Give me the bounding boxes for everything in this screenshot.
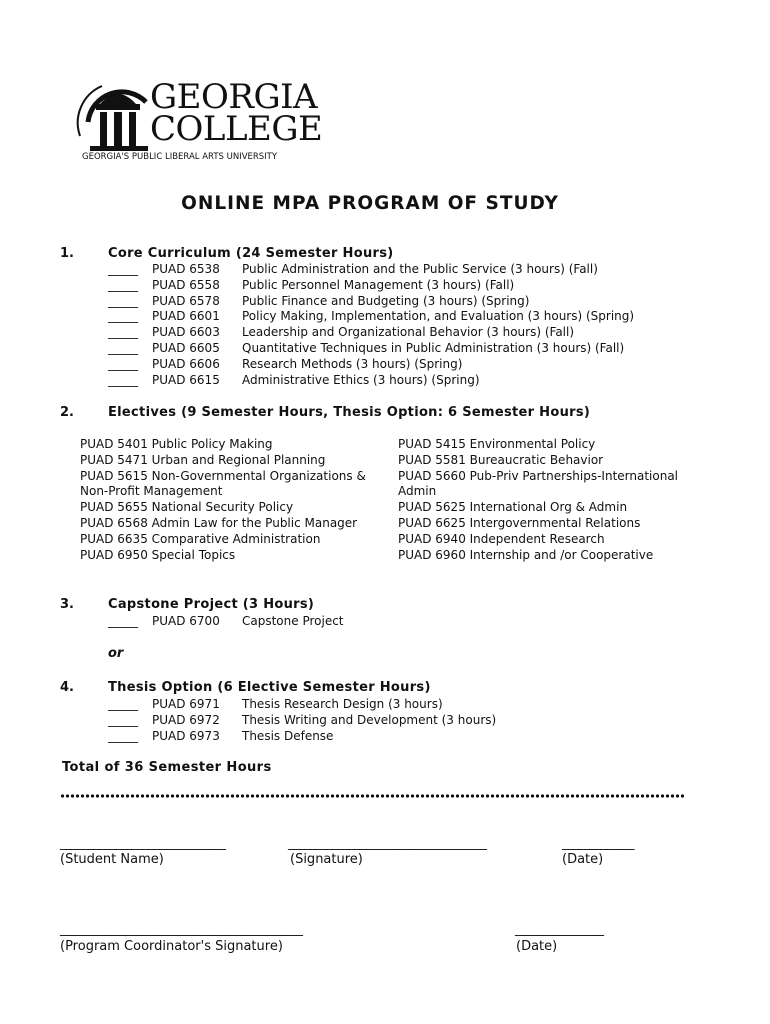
course-row (108, 309, 634, 325)
electives-section-title: Electives (9 Semester Hours, Thesis Option: 6 Semester Hours) (108, 405, 591, 420)
course-row (108, 729, 496, 745)
course-row (108, 614, 344, 628)
student-date-field[interactable]: _____________ (562, 836, 634, 851)
course-desc: Administrative Ethics (3 hours) (Spring) (242, 372, 480, 387)
course-blank[interactable]: _____ (108, 262, 138, 276)
elective-item: Admin (398, 484, 437, 499)
electives-section-number: 2. (60, 405, 74, 420)
elective-item: PUAD 5471 Urban and Regional Planning (80, 452, 326, 467)
course-code: PUAD 6606 (152, 356, 220, 371)
coordinator-date-label: (Date) (516, 939, 558, 954)
elective-item: PUAD 5415 Environmental Policy (398, 437, 596, 451)
course-code: PUAD 6971 (152, 697, 220, 711)
core-course-list (108, 262, 634, 388)
course-desc: Thesis Writing and Development (3 hours) (242, 712, 497, 727)
course-desc: Thesis Defense (242, 728, 334, 743)
course-desc: Research Methods (3 hours) (Spring) (242, 356, 463, 371)
logo-tagline: GEORGIA'S PUBLIC LIBERAL ARTS UNIVERSITY (82, 152, 278, 162)
thesis-section-number: 4. (60, 680, 74, 695)
elective-item: PUAD 6568 Admin Law for the Public Manager (80, 515, 358, 530)
elective-item: PUAD 6625 Intergovernmental Relations (398, 515, 641, 530)
elective-item: PUAD 5655 National Security Policy (80, 500, 294, 515)
course-row (108, 373, 634, 389)
course-desc: Leadership and Organizational Behavior (3 hours) (Fall) (242, 325, 575, 340)
course-row (108, 278, 634, 294)
course-code: PUAD 6700 (152, 614, 220, 628)
capstone-section-title: Capstone Project (3 Hours) (108, 597, 315, 612)
course-blank[interactable]: _____ (108, 340, 138, 355)
elective-item: PUAD 5401 Public Policy Making (80, 437, 273, 451)
elective-item: PUAD 5625 International Org & Admin (398, 500, 628, 515)
course-row (108, 294, 634, 310)
course-code: PUAD 6601 (152, 309, 220, 324)
elective-item: PUAD 5615 Non-Governmental Organizations & (80, 468, 366, 483)
course-row (108, 325, 634, 341)
coordinator-date-field[interactable]: ________________ (515, 922, 603, 937)
course-desc: Public Administration and the Public Service (3 hours) (Fall) (242, 262, 598, 276)
core-section-number: 1. (60, 246, 74, 261)
total-hours: Total of 36 Semester Hours (62, 760, 272, 775)
electives-left-column (80, 437, 390, 563)
student-signature-field[interactable]: ____________________________________ (288, 836, 486, 851)
course-desc: Public Finance and Budgeting (3 hours) (Spring) (242, 293, 530, 308)
core-section-title: Core Curriculum (24 Semester Hours) (108, 246, 394, 261)
or-separator: or (108, 646, 124, 661)
logo-line-college: COLLEGE (150, 109, 323, 149)
page-title: ONLINE MPA PROGRAM OF STUDY (181, 193, 559, 214)
course-desc: Capstone Project (242, 614, 344, 628)
course-row (108, 357, 634, 373)
coordinator-signature-label: (Program Coordinator's Signature) (60, 939, 283, 954)
course-code: PUAD 6973 (152, 728, 220, 743)
course-blank[interactable]: _____ (108, 728, 138, 743)
elective-item: PUAD 6635 Comparative Administration (80, 531, 321, 546)
course-desc: Thesis Research Design (3 hours) (242, 697, 443, 711)
course-code: PUAD 6972 (152, 712, 220, 727)
course-code: PUAD 6615 (152, 372, 220, 387)
course-desc: Public Personnel Management (3 hours) (Fall) (242, 277, 515, 292)
course-blank[interactable]: _____ (108, 309, 138, 324)
course-code: PUAD 6558 (152, 277, 220, 292)
course-row (108, 713, 496, 729)
course-blank[interactable]: _____ (108, 356, 138, 371)
elective-item: PUAD 6950 Special Topics (80, 547, 236, 562)
student-name-field[interactable]: ______________________________ (60, 836, 225, 851)
elective-item: PUAD 6940 Independent Research (398, 531, 605, 546)
course-blank[interactable]: _____ (108, 325, 138, 340)
course-code: PUAD 6603 (152, 325, 220, 340)
course-blank[interactable]: _____ (108, 712, 138, 727)
course-desc: Quantitative Techniques in Public Administration (3 hours) (Fall) (242, 340, 625, 355)
course-blank[interactable]: _____ (108, 277, 138, 292)
capstone-section-number: 3. (60, 597, 74, 612)
dotted-divider (60, 794, 684, 798)
course-blank[interactable]: _____ (108, 293, 138, 308)
course-code: PUAD 6538 (152, 262, 220, 276)
course-blank[interactable]: _____ (108, 372, 138, 387)
elective-item: Non-Profit Management (80, 484, 223, 499)
course-row (108, 262, 634, 278)
coordinator-signature-field[interactable]: ____________________________________________ (60, 922, 302, 937)
course-code: PUAD 6605 (152, 340, 220, 355)
elective-item: PUAD 6960 Internship and /or Cooperative (398, 547, 654, 562)
elective-item: PUAD 5660 Pub-Priv Partnerships-International (398, 468, 679, 483)
course-row (108, 341, 634, 357)
course-desc: Policy Making, Implementation, and Evaluation (3 hours) (Spring) (242, 309, 635, 324)
student-name-label: (Student Name) (60, 852, 164, 867)
course-blank[interactable]: _____ (108, 614, 138, 628)
course-blank[interactable]: _____ (108, 697, 138, 711)
date-label: (Date) (562, 852, 604, 867)
thesis-course-list (108, 697, 496, 744)
logo-line-georgia: GEORGIA (150, 77, 318, 117)
signature-label: (Signature) (290, 852, 363, 867)
georgia-college-logo (70, 74, 323, 164)
thesis-section-title: Thesis Option (6 Elective Semester Hours) (108, 680, 431, 695)
electives-right-column (398, 437, 718, 563)
course-row (108, 697, 496, 713)
elective-item: PUAD 5581 Bureaucratic Behavior (398, 452, 604, 467)
course-code: PUAD 6578 (152, 293, 220, 308)
